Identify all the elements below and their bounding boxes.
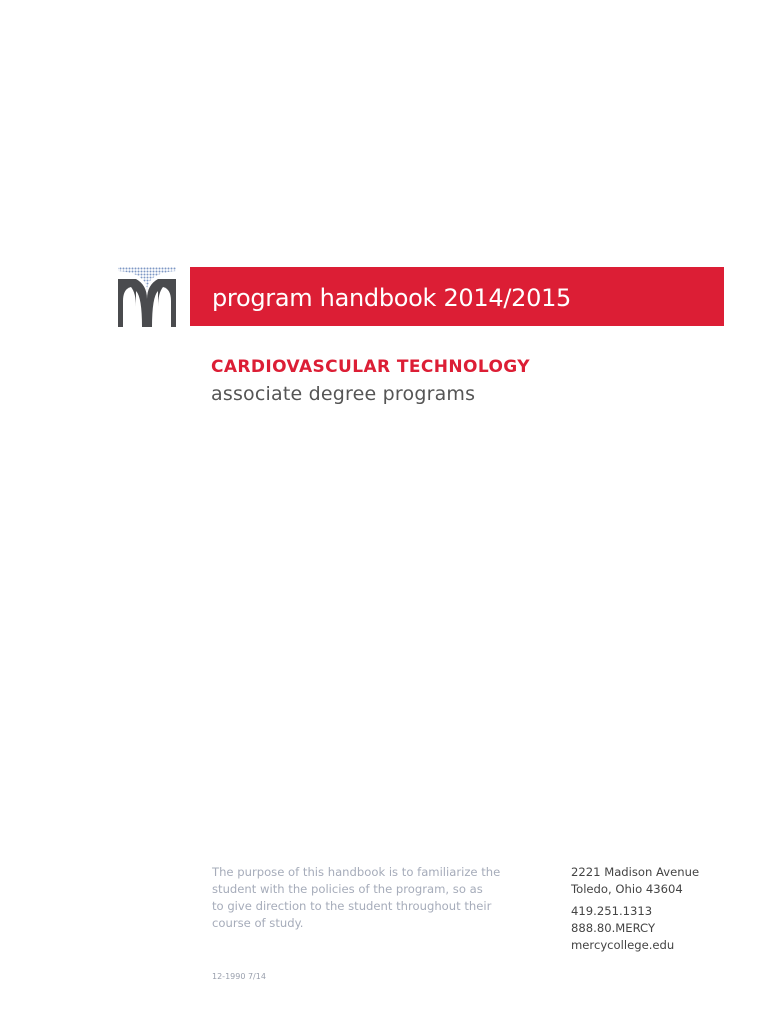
address-street: 2221 Madison Avenue — [571, 865, 700, 879]
purpose-line: to give direction to the student throughout their — [212, 899, 492, 913]
purpose-line: student with the policies of the program, so as — [212, 882, 483, 896]
phone-number-alt: 888.80.MERCY — [571, 921, 656, 935]
title-banner — [190, 267, 724, 326]
program-subtitle: associate degree programs — [211, 383, 476, 405]
address-city: Toledo, Ohio 43604 — [571, 882, 683, 896]
program-name: CARDIOVASCULAR TECHNOLOGY — [211, 357, 530, 377]
website-link[interactable]: mercycollege.edu — [571, 938, 675, 952]
mercy-college-logo-icon — [116, 267, 178, 327]
purpose-statement — [212, 864, 542, 932]
document-title: program handbook 2014/2015 — [212, 283, 572, 312]
purpose-line: course of study. — [212, 916, 304, 930]
phone-number: 419.251.1313 — [571, 904, 653, 918]
form-code: 12-1990 7/14 — [212, 972, 266, 981]
purpose-line: The purpose of this handbook is to familiarize the — [212, 865, 501, 879]
contact-block — [571, 864, 699, 954]
